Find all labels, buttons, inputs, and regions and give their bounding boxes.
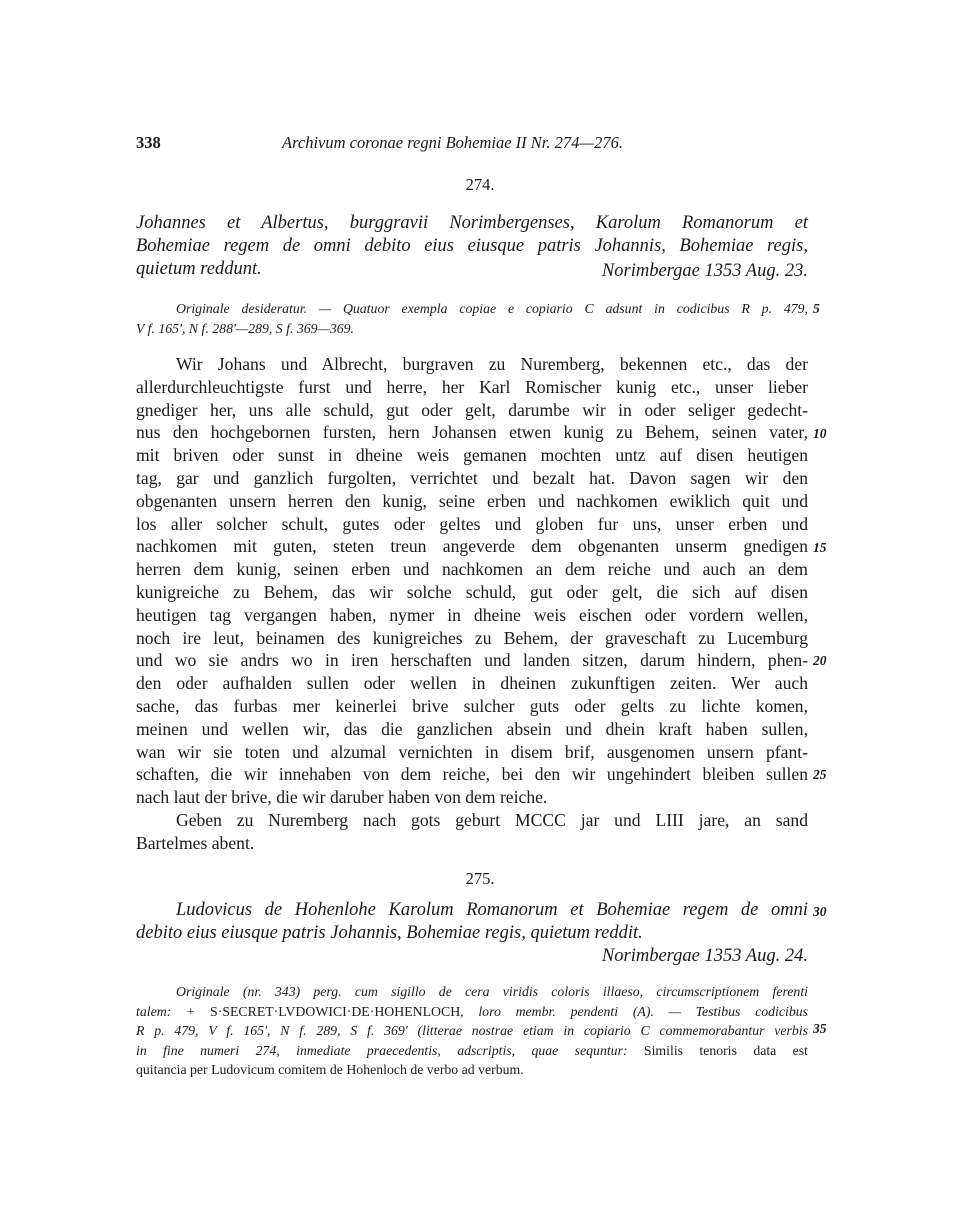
note-line xyxy=(136,1002,808,1022)
regest-275 xyxy=(136,899,808,966)
notes-275 xyxy=(136,982,808,1080)
document-number-274: 274. xyxy=(465,175,495,194)
text-line: wan wir sie toten und alzumal vernichten in disem brif, ausgenomen unsern pfant- xyxy=(136,741,808,762)
text-line: meinen und wellen wir, das die ganzlichen absein und dhein kraft haben sullen, xyxy=(136,718,808,739)
text-line: nach laut der brive, die wir daruber haben von dem reiche. xyxy=(136,787,548,808)
note-line: R p. 479, V f. 165', N f. 289, S f. 369' (litterae nostrae etiam in copiario C commemorabantur verbis xyxy=(136,1023,808,1038)
regest-line: Ludovicus de Hohenlohe Karolum Romanorum et Bohemiae regem de omni xyxy=(176,900,808,920)
line-number: 15 xyxy=(813,540,827,555)
text-line: gnediger her, uns alle schuld, gut oder gelt, darumbe wir in oder seliger gedecht- xyxy=(136,399,808,420)
page-number: 338 xyxy=(136,133,161,152)
note-text: in fine numeri 274, inmediate praecedentis, adscriptis, quae sequntur: xyxy=(136,1042,644,1058)
note-text: loro membr. pendenti (A). — Testibus codicibus xyxy=(463,1003,808,1019)
regest-line: Johannes et Albertus, burggravii Norimbergenses, Karolum Romanorum et xyxy=(136,213,808,233)
line-number: 10 xyxy=(813,426,827,441)
text-line: und wo sie andrs wo in iren herschaften und landen sitzen, darum hindern, phen- xyxy=(136,650,808,671)
regest-line: quietum reddunt. xyxy=(136,259,262,279)
document-text-274 xyxy=(136,353,808,855)
text-line: heutigen tag vergangen haben, nymer in dheine weis eischen oder vordern wellen, xyxy=(136,604,808,625)
line-number: 20 xyxy=(813,653,827,668)
text-line: obgenanten unsern herren den kunig, seine erben und nachkomen ewiklich quit und xyxy=(136,490,808,511)
text-line: nus den hochgebornen fursten, hern Johansen etwen kunig zu Behem, seinen vater, xyxy=(136,422,808,443)
text-line: Geben zu Nuremberg nach gots geburt MCCC jar und LIII jare, an sand xyxy=(176,809,808,830)
line-number: 25 xyxy=(813,767,827,782)
text-line: sache, das furbas mer keinerlei brive sulcher guts oder gelts zu lichte komen, xyxy=(136,695,808,716)
text-line: mit briven oder sunst in dheine weis gemanen mochten untz auf disen heutigen xyxy=(136,445,808,466)
note-line: Originale desideratur. — Quatuor exempla copiae e copiario C adsunt in codicibus R p. 479, xyxy=(176,301,808,316)
text-line: den oder aufhalden sullen oder wellen in dheinen zukunftigen zeiten. Wer auch xyxy=(136,673,808,694)
text-line: schaften, die wir innehaben von dem reiche, bei den wir ungehindert bleiben sullen xyxy=(136,764,808,785)
note-line: V f. 165', N f. 288'—289, S f. 369—369. xyxy=(136,320,354,336)
note-line: quitancia per Ludovicum comitem de Hohenloch de verbo ad verbum. xyxy=(136,1062,524,1077)
text-line: noch ire leut, beinamen des kunigreiches zu Behem, der graveschaft zu Lucemburg xyxy=(136,627,808,648)
document-number-275: 275. xyxy=(465,869,495,888)
text-line: los aller solcher schult, gutes oder geltes und globen fur uns, unser erben und xyxy=(136,513,808,534)
regest-274 xyxy=(136,212,808,281)
notes-274 xyxy=(136,299,808,338)
text-line: allerdurchleuchtigste furst und herre, her Karl Romischer kunig etc., unser lieber xyxy=(136,376,808,397)
line-number: 5 xyxy=(813,301,820,316)
line-number: 35 xyxy=(813,1021,827,1036)
date-line-275: Norimbergae 1353 Aug. 24. xyxy=(601,946,808,966)
line-number: 30 xyxy=(813,904,827,919)
text-line: nachkomen mit guten, steten treun angeverde dem obgenanten unserm gnedigen xyxy=(136,536,808,557)
note-line xyxy=(136,1041,808,1061)
text-line: kunigreiche zu Behem, das wir solche schuld, gut oder gelt, die sich auf disen xyxy=(136,581,808,602)
seal-inscription: S·SECRET·LVDOWICI·DE·HOHENLOCH, xyxy=(210,1003,464,1019)
text-line: Bartelmes abent. xyxy=(136,832,255,853)
text-line: tag, gar und ganzlich furgolten, verrichtet und bezalt hat. Davon sagen wir den xyxy=(136,467,808,488)
running-title: Archivum coronae regni Bohemiae II Nr. 274—276. xyxy=(282,133,623,152)
text-line: Wir Johans und Albrecht, burgraven zu Nuremberg, bekennen etc., das der xyxy=(176,354,808,374)
regest-line: Bohemiae regem de omni debito eius eiusque patris Johannis, Bohemiae regis, xyxy=(136,236,808,256)
note-line: Originale (nr. 343) perg. cum sigillo de cera viridis coloris illaeso, circumscriptionem ferenti xyxy=(176,984,808,999)
note-quote: Similis tenoris data est xyxy=(643,1042,808,1058)
text-line: herren dem kunig, seinen erben und nachkomen an dem reiche und auch an dem xyxy=(136,559,808,580)
note-text: talem: + xyxy=(136,1003,211,1019)
regest-line: debito eius eiusque patris Johannis, Bohemiae regis, quietum reddit. xyxy=(136,923,643,943)
date-line-274: Norimbergae 1353 Aug. 23. xyxy=(601,261,808,281)
